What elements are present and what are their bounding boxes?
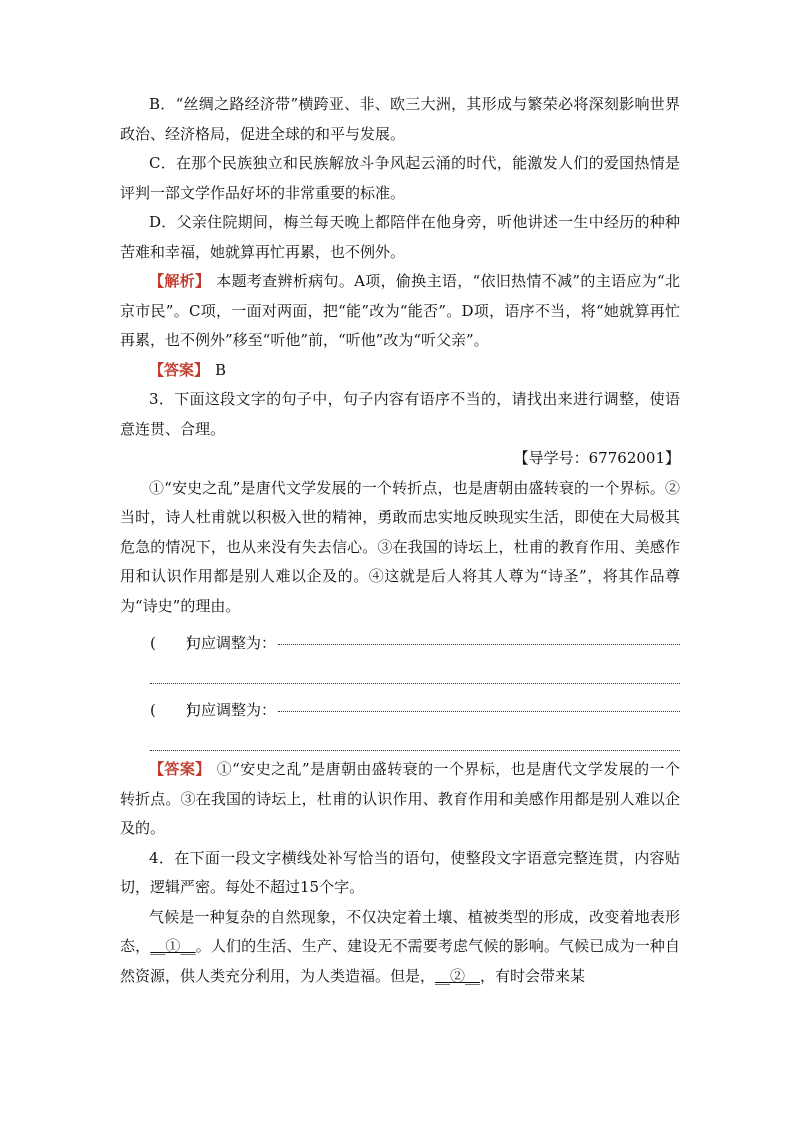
blank-2[interactable]: __②__ [435,966,481,985]
option-d: D．父亲住院期间，梅兰每天晚上都陪伴在他身旁，听他讲述一生中经历的种种苦难和幸福，她就算再忙再累，也不例外。 [120,213,680,261]
paren-blank-1[interactable]: ( ) [150,634,192,652]
question-3: 3．下面这段文字的句子中，句子内容有语序不当的，请找出来进行调整，使语意连贯、合理。 [120,390,680,438]
document-body [120,90,680,991]
analysis-text: 本题考查辨析病句。A项，偷换主语，“依旧热情不减”的主语应为“北京市民”。C项，一面对两面，把“能”改为“能否”。D项，语序不当，将“她就算再忙再累，也不例外”移至“听他”前，“听他”改为“听父亲”。 [120,272,680,349]
dotted-answer-line-4[interactable] [150,720,680,751]
dotted-answer-line-2[interactable] [150,653,680,684]
analysis-paragraph [120,267,680,356]
answer-3-text: ①“安史之乱”是唐朝由盛转衰的一个界标，也是唐代文学发展的一个转折点。③在我国的诗坛上，杜甫的认识作用、教育作用和美感作用都是别人难以企及的。 [120,760,680,837]
blank-1[interactable]: __①__ [150,937,196,955]
dotted-answer-line-1[interactable] [278,643,680,645]
dotted-answer-line-3[interactable] [278,710,680,712]
question-4-passage [120,903,680,992]
answer-2-value: B [215,360,227,379]
answer-tag-3: 【答案】 [149,760,211,778]
option-b: B．“丝绸之路经济带”横跨亚、非、欧三大洲，其形成与繁荣必将深刻影响世界政治、经济格局，促进全球的和平与发展。 [120,95,680,143]
answer-2-paragraph [120,356,680,386]
fill-label-1: 句应调整为： [186,634,277,652]
analysis-tag: 【解析】 [149,272,211,290]
q4-passage-part-2: 。人们的生活、生产、建设无不需要考虑气候的影响。气候已成为一种自然资源，供人类充分利用，为人类造福。但是， [120,937,680,985]
paren-blank-2[interactable]: ( ) [150,701,192,719]
question-4: 4．在下面一段文字横线处补写恰当的语句，使整段文字语意完整连贯，内容贴切，逻辑严密。每处不超过15个字。 [120,848,680,896]
q4-passage-part-3: ，有时会带来某 [480,966,586,985]
option-c: C．在那个民族独立和民族解放斗争风起云涌的时代，能激发人们的爱国热情是评判一部文学作品好坏的非常重要的标准。 [120,154,680,202]
fill-line-1 [120,621,680,653]
guide-number: 【导学号：67762001】 [513,449,680,467]
question-3-passage: ①“安史之乱”是唐代文学发展的一个转折点，也是唐朝由盛转衰的一个界标。②当时，诗人杜甫就以积极入世的精神，勇敢而忠实地反映现实生活，即使在大局极其危急的情况下，也从来没有失去信心。③在我国的诗坛上，杜甫的教育作用、美感作用和认识作用都是别人难以企及的。④这就是后人将其人尊为“诗圣”，将其作品尊为“诗史”的理由。 [120,478,680,615]
fill-line-2 [120,688,680,720]
q4-passage-part-1: 气候是一种复杂的自然现象，不仅决定着土壤、植被类型的形成，改变着地表形态， [120,907,680,955]
answer-3-paragraph [120,755,680,844]
fill-label-2: 句应调整为： [186,701,277,719]
answer-tag: 【答案】 [149,360,210,379]
